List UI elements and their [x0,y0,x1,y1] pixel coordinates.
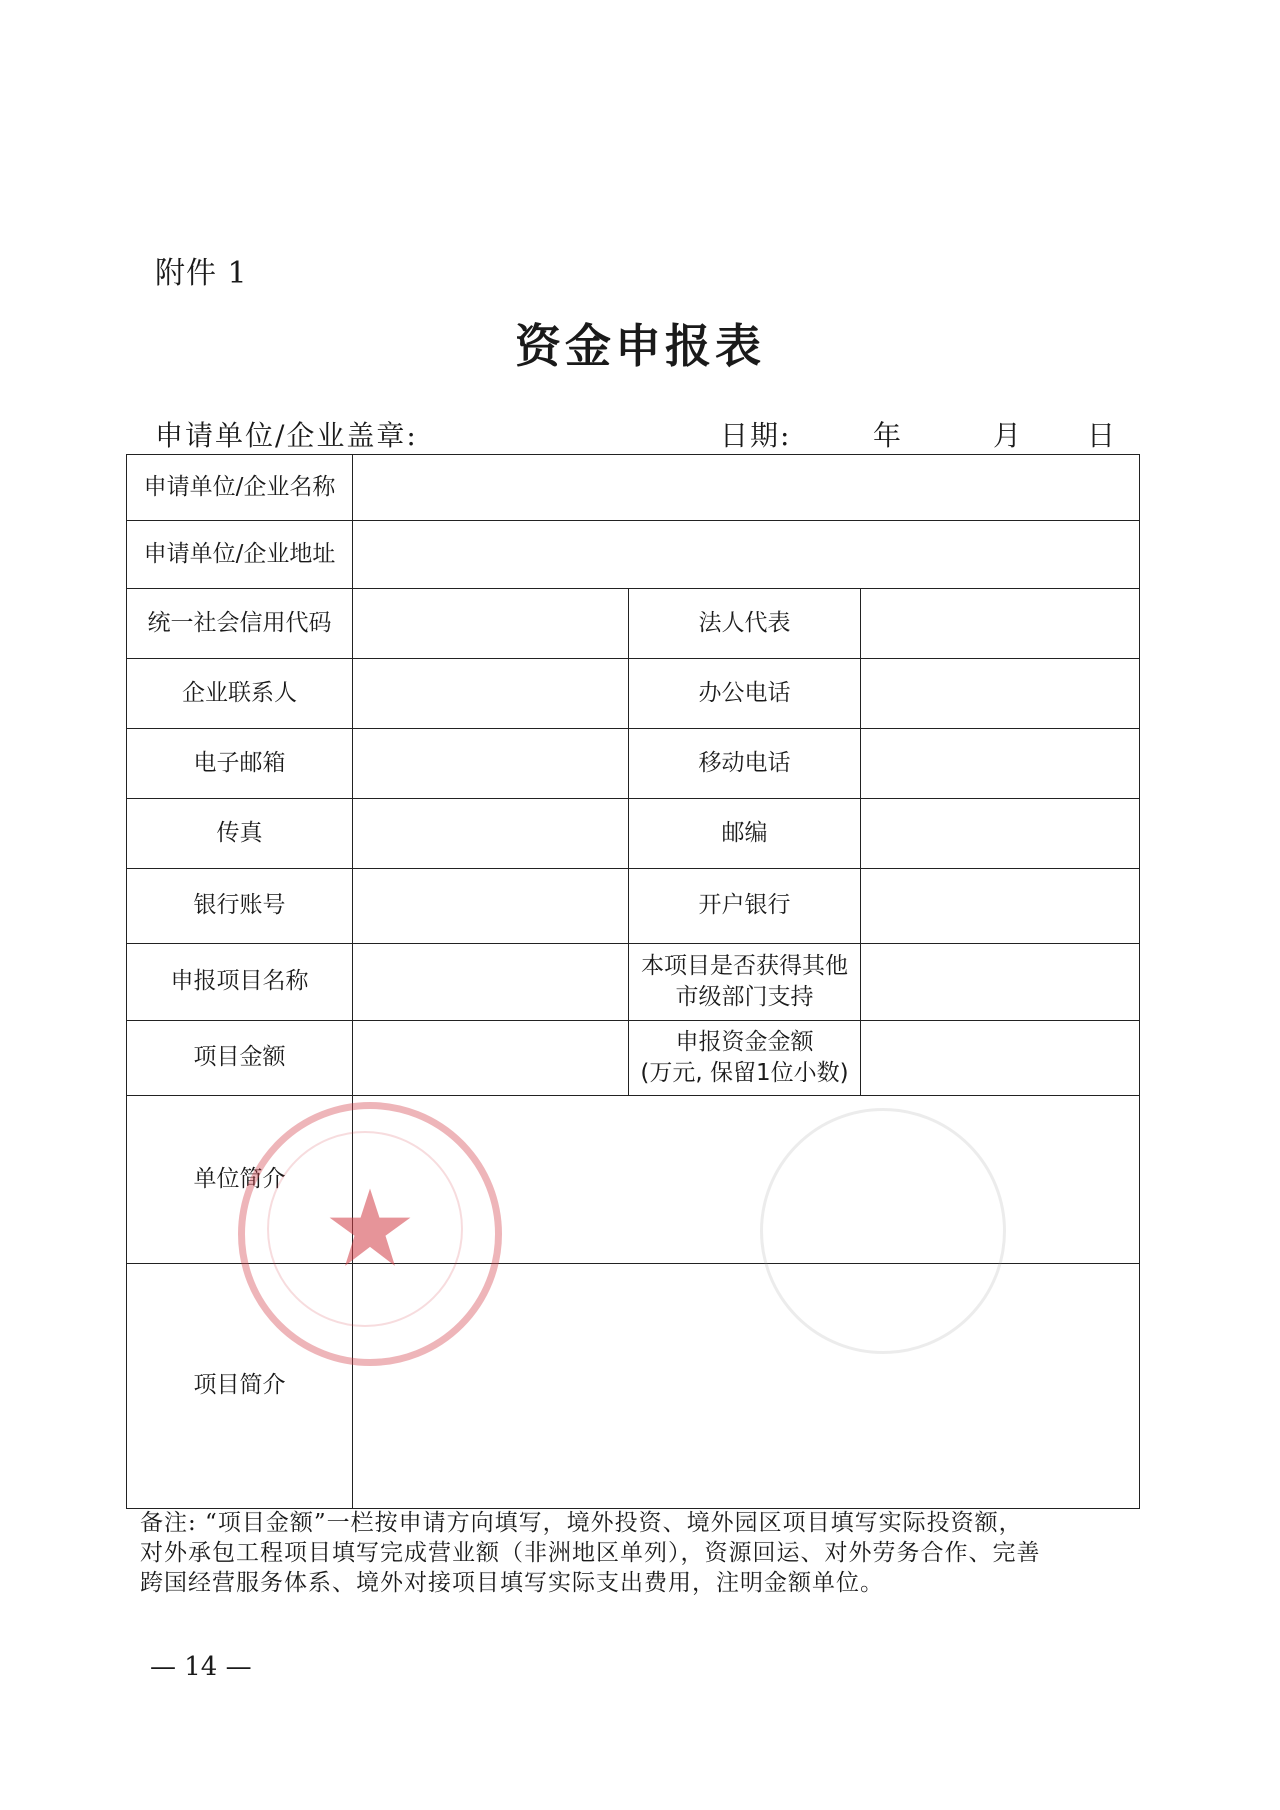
company-address-field[interactable] [353,521,1140,589]
credit-code-field[interactable] [353,589,629,659]
email-field[interactable] [353,729,629,799]
contact-field[interactable] [353,659,629,729]
bank-label: 开户银行 [629,869,861,944]
contact-label: 企业联系人 [127,659,353,729]
project-intro-label: 项目简介 [127,1264,353,1509]
bank-field[interactable] [861,869,1140,944]
apply-amount-line-1: 申报资金金额 [675,1028,814,1055]
project-amount-field[interactable] [353,1021,629,1096]
email-label: 电子邮箱 [127,729,353,799]
credit-code-label: 统一社会信用代码 [127,589,353,659]
date-year: 年 [873,419,902,452]
bank-account-label: 银行账号 [127,869,353,944]
table-row [127,729,1140,799]
notes-line: 跨国经营服务体系、境外对接项目填写实际支出费用，注明金额单位。 [140,1570,884,1596]
meta-row [155,414,1135,450]
fax-field[interactable] [353,799,629,869]
apply-amount-line-2: (万元, 保留1位小数) [640,1060,849,1086]
mobile-label: 移动电话 [629,729,861,799]
project-amount-label: 项目金额 [127,1021,353,1096]
date-label: 日期: [720,419,792,452]
other-support-label [629,944,861,1021]
date-day: 日 [1087,419,1116,452]
apply-amount-label [629,1021,861,1096]
attachment-label: 附件 1 [155,256,248,291]
application-form-table [126,454,1140,1509]
table-row [127,869,1140,944]
other-support-field[interactable] [861,944,1140,1021]
company-address-label: 申请单位/企业地址 [127,521,353,589]
legal-rep-label: 法人代表 [629,589,861,659]
seal-label: 申请单位/企业盖章: [155,419,418,452]
table-row [127,589,1140,659]
table-row [127,799,1140,869]
office-phone-field[interactable] [861,659,1140,729]
table-row [127,521,1140,589]
fax-label: 传真 [127,799,353,869]
notes-block [140,1508,1140,1598]
table-row [127,1021,1140,1096]
document-title: 资金申报表 [515,319,765,373]
postcode-label: 邮编 [629,799,861,869]
company-name-label: 申请单位/企业名称 [127,455,353,521]
notes-line: 对外承包工程项目填写完成营业额（非洲地区单列），资源回运、对外劳务合作、完善 [140,1540,1041,1566]
table-row [127,1264,1140,1509]
page-number: — 14 — [150,1652,252,1682]
unit-intro-label: 单位简介 [127,1096,353,1264]
other-support-line-1: 本项目是否获得其他 [641,952,848,979]
office-phone-label: 办公电话 [629,659,861,729]
project-intro-field[interactable] [353,1264,1140,1509]
unit-intro-field[interactable] [353,1096,1140,1264]
table-row [127,944,1140,1021]
table-row [127,1096,1140,1264]
table-row [127,455,1140,521]
other-support-line-2: 市级部门支持 [675,984,814,1010]
mobile-field[interactable] [861,729,1140,799]
notes-line: 备注: “项目金额”一栏按申请方向填写，境外投资、境外园区项目填写实际投资额， [140,1510,1023,1536]
project-name-label: 申报项目名称 [127,944,353,1021]
date-month: 月 [993,419,1022,452]
project-name-field[interactable] [353,944,629,1021]
apply-amount-field[interactable] [861,1021,1140,1096]
company-name-field[interactable] [353,455,1140,521]
postcode-field[interactable] [861,799,1140,869]
table-row [127,659,1140,729]
bank-account-field[interactable] [353,869,629,944]
legal-rep-field[interactable] [861,589,1140,659]
